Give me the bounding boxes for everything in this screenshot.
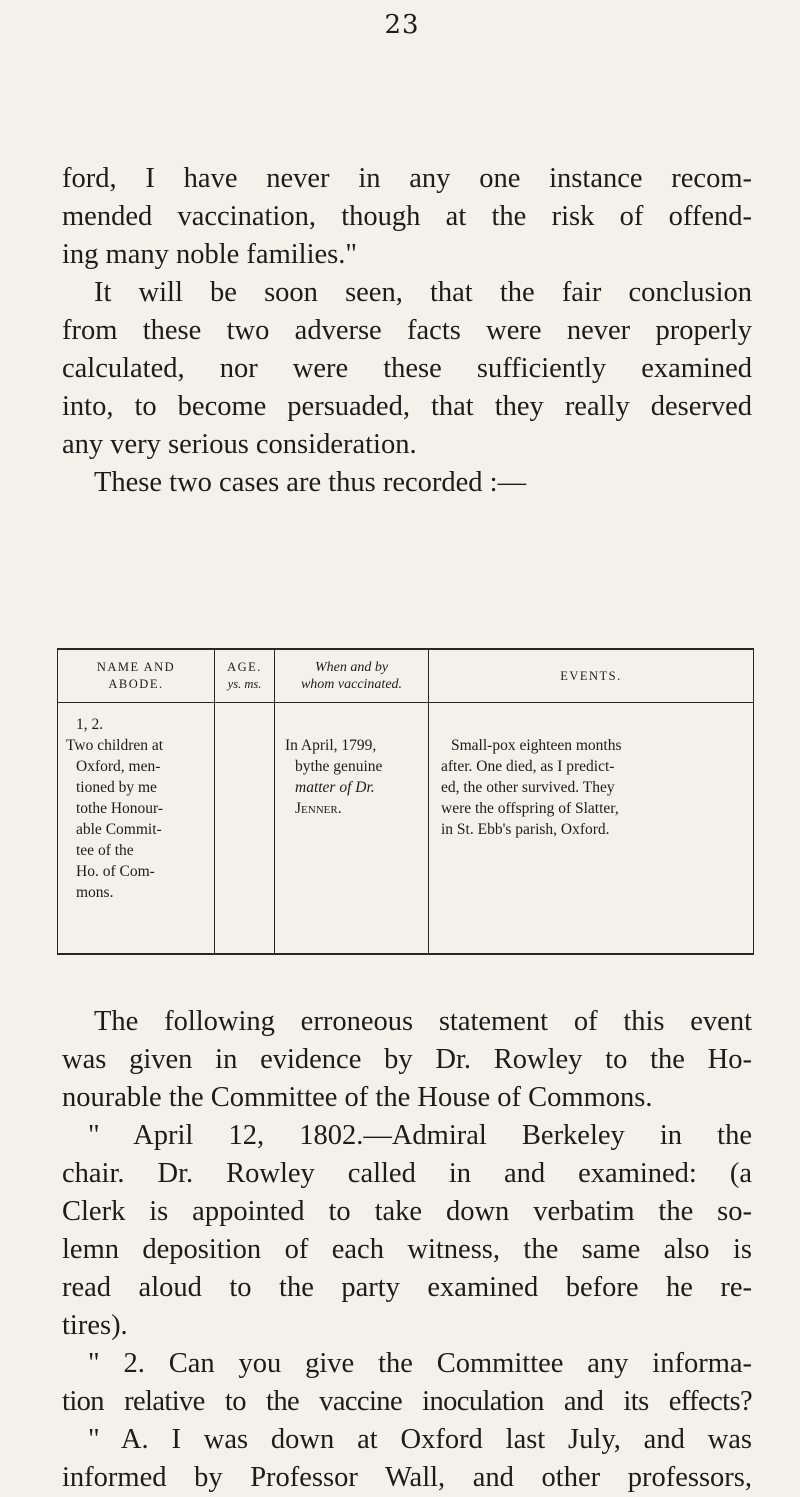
text-line: " A. I was down at Oxford last July, and was bbox=[88, 1424, 752, 1455]
paragraph-continuation bbox=[62, 160, 752, 274]
header-text: ABODE. bbox=[108, 677, 164, 691]
text-line: into, to become persuaded, that they really deserved bbox=[62, 391, 752, 422]
text-line: from these two adverse facts were never properly bbox=[62, 315, 752, 346]
header-text: When and by bbox=[314, 660, 389, 675]
cell-line: in St. Ebb's parish, Oxford. bbox=[441, 821, 610, 838]
vaccination-cell bbox=[285, 735, 424, 819]
text-line: nourable the Committee of the House of Commons. bbox=[62, 1082, 653, 1113]
text-line: tires). bbox=[62, 1310, 128, 1341]
paragraph-erroneous-statement bbox=[62, 1003, 752, 1117]
paragraph-evidence-minutes bbox=[62, 1117, 752, 1345]
paragraph-answer bbox=[62, 1421, 752, 1497]
paragraph-question-2 bbox=[62, 1345, 752, 1421]
header-text: AGE. bbox=[227, 660, 262, 674]
cell-line: bythe genuine bbox=[295, 758, 383, 775]
text-line: chair. Dr. Rowley called in and examined: (a bbox=[62, 1158, 752, 1189]
header-text: ys. ms. bbox=[227, 677, 262, 691]
text-line: mended vaccination, though at the risk of offend- bbox=[62, 201, 752, 232]
text-line: calculated, nor were these sufficiently examined bbox=[62, 353, 752, 384]
cell-line: Oxford, men- bbox=[76, 758, 161, 775]
text-line: " 2. Can you give the Committee any informa- bbox=[88, 1348, 752, 1379]
name-abode-header bbox=[58, 650, 214, 703]
age-header bbox=[215, 650, 274, 703]
name-abode-cell bbox=[66, 714, 210, 903]
cell-line: tioned by me bbox=[76, 779, 157, 796]
vaccination-column bbox=[275, 650, 429, 953]
cell-line: Ho. of Com- bbox=[76, 863, 155, 880]
text-line: informed by Professor Wall, and other professors, bbox=[62, 1462, 752, 1493]
cell-line: Two children at bbox=[66, 737, 164, 754]
text-line: ing many noble families." bbox=[62, 239, 357, 270]
cell-line: matter of Dr. bbox=[295, 779, 375, 796]
cell-line: tee of the bbox=[76, 842, 134, 859]
age-column bbox=[215, 650, 275, 953]
text-line: tion relative to the vaccine inoculation and its effects? bbox=[62, 1386, 752, 1417]
cell-line: were the offspring of Slatter, bbox=[441, 800, 619, 817]
text-line: lemn deposition of each witness, the same also is bbox=[62, 1234, 752, 1265]
cell-line: able Commit- bbox=[76, 821, 162, 838]
body-text-bottom bbox=[62, 1003, 752, 1497]
text-line: Clerk is appointed to take down verbatim the so- bbox=[62, 1196, 752, 1227]
events-header bbox=[429, 650, 753, 703]
text-line: These two cases are thus recorded :— bbox=[94, 467, 527, 498]
paragraph-conclusion bbox=[62, 274, 752, 464]
name-abode-column bbox=[58, 650, 215, 953]
cases-table bbox=[57, 648, 754, 955]
vaccination-header bbox=[275, 650, 428, 703]
cell-line: ed, the other survived. They bbox=[441, 779, 615, 796]
events-column bbox=[429, 650, 753, 953]
cell-line: mons. bbox=[76, 884, 114, 901]
header-text: whom vaccinated. bbox=[300, 677, 403, 692]
text-line: was given in evidence by Dr. Rowley to the Ho- bbox=[62, 1044, 752, 1075]
text-line: It will be soon seen, that the fair conclusion bbox=[94, 277, 752, 308]
text-line: The following erroneous statement of this event bbox=[94, 1006, 752, 1037]
text-line: read aloud to the party examined before he re- bbox=[62, 1272, 752, 1303]
text-line: any very serious consideration. bbox=[62, 429, 417, 460]
text-line: ford, I have never in any one instance recom- bbox=[62, 163, 752, 194]
cell-line: after. One died, as I predict- bbox=[441, 758, 615, 775]
cell-line: In April, 1799, bbox=[285, 737, 377, 754]
cell-line: Small-pox eighteen months bbox=[451, 737, 622, 754]
text-line: " April 12, 1802.—Admiral Berkeley in the bbox=[88, 1120, 752, 1151]
header-text: EVENTS. bbox=[560, 668, 622, 683]
body-text-top bbox=[62, 160, 752, 502]
header-text: NAME AND bbox=[96, 660, 176, 674]
page-number: 23 bbox=[384, 10, 420, 40]
cell-line: Jenner. bbox=[295, 800, 342, 817]
events-cell bbox=[441, 735, 749, 840]
paragraph-intro-cases bbox=[62, 464, 752, 502]
cell-line: tothe Honour- bbox=[76, 800, 164, 817]
case-number: 1, 2. bbox=[76, 716, 104, 733]
